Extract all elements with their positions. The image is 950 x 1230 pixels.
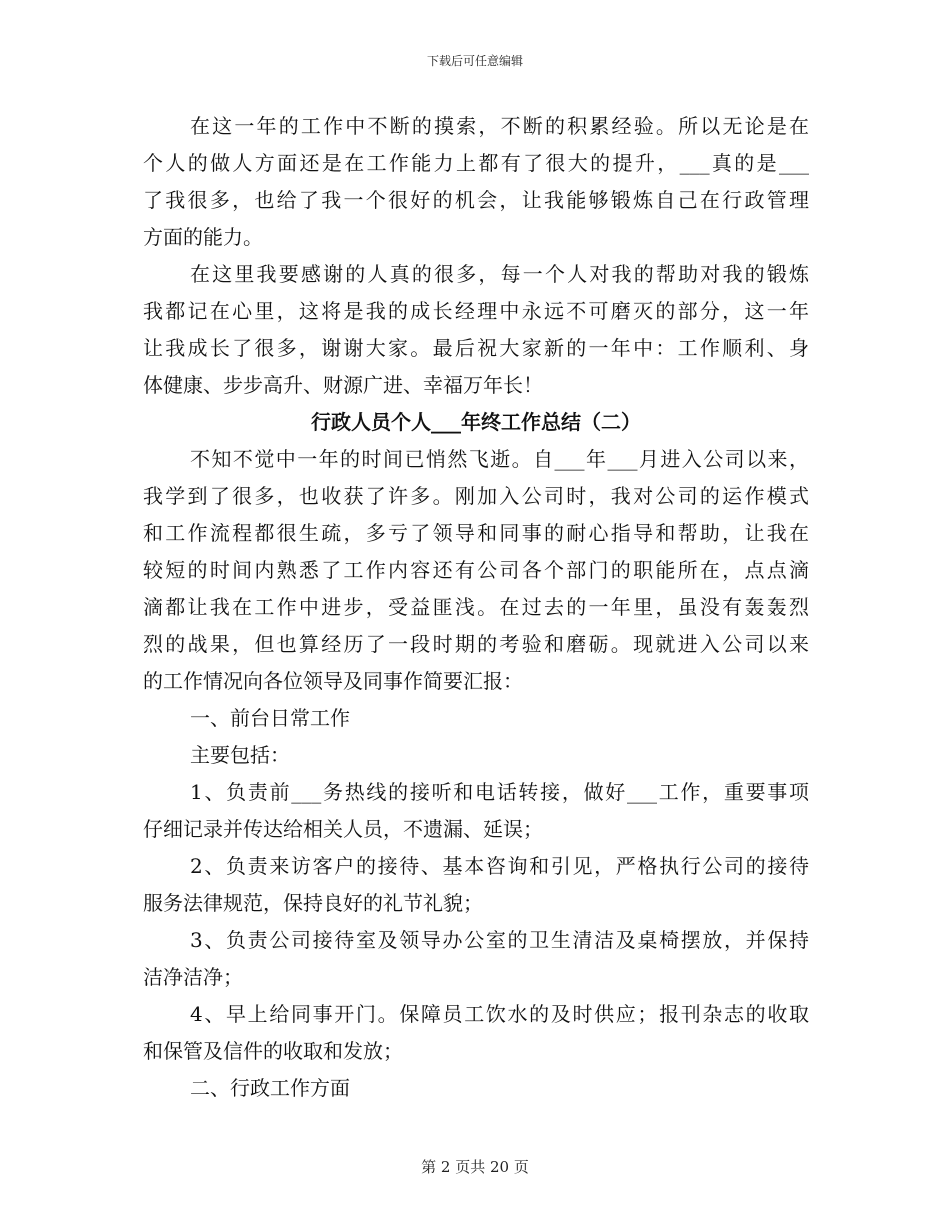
page-header: 下载后可任意编辑: [426, 54, 523, 68]
list-item-line: 2、负责来访客户的接待、基本咨询和引见，严格执行公司的接待: [190, 854, 809, 878]
paragraph-line: 主要包括：: [190, 743, 290, 767]
list-item-line: 仔细记录并传达给相关人员，不遗漏、延误；: [143, 817, 543, 841]
paragraph-line: 方面的能力。: [143, 225, 263, 249]
list-item-line: 1、负责前___务热线的接听和电话转接，做好___工作，重要事项: [190, 780, 809, 804]
page-number: 第 2 页共 20 页: [421, 1158, 529, 1176]
list-item-line: 3、负责公司接待室及领导办公室的卫生清洁及桌椅摆放，并保持: [190, 928, 809, 952]
section-heading: 一、前台日常工作: [190, 706, 350, 730]
list-item-line: 4、早上给同事开门。保障员工饮水的及时供应；报刊杂志的收取: [190, 1002, 809, 1026]
paragraph-line: 和工作流程都很生疏，多亏了领导和同事的耐心指导和帮助，让我在: [143, 521, 809, 545]
list-item-line: 服务法律规范，保持良好的礼节礼貌；: [143, 891, 483, 915]
paragraph-line: 较短的时间内熟悉了工作内容还有公司各个部门的职能所在，点点滴: [143, 558, 809, 582]
section-title: 行政人员个人___年终工作总结（二）: [311, 410, 641, 434]
paragraph-line: 滴都让我在工作中进步，受益匪浅。在过去的一年里，虽没有轰轰烈: [143, 595, 809, 619]
paragraph-line: 的工作情况向各位领导及同事作简要汇报：: [143, 669, 523, 693]
paragraph-line: 不知不觉中一年的时间已悄然飞逝。自___年___月进入公司以来，: [190, 447, 809, 471]
paragraph-line: 体健康、步步高升、财源广进、幸福万年长！: [143, 373, 543, 397]
list-item-line: 和保管及信件的收取和发放；: [143, 1039, 403, 1063]
list-item-line: 洁净洁净；: [143, 965, 243, 989]
paragraph-line: 我学到了很多，也收获了许多。刚加入公司时，我对公司的运作模式: [143, 484, 809, 508]
paragraph-line: 在这里我要感谢的人真的很多，每一个人对我的帮助对我的锻炼: [190, 262, 809, 286]
paragraph-line: 我都记在心里，这将是我的成长经理中永远不可磨灭的部分，这一年: [143, 299, 809, 323]
paragraph-line: 烈的战果，但也算经历了一段时期的考验和磨砺。现就进入公司以来: [143, 632, 809, 656]
paragraph-line: 了我很多，也给了我一个很好的机会，让我能够锻炼自己在行政管理: [143, 188, 809, 212]
paragraph-line: 个人的做人方面还是在工作能力上都有了很大的提升，___真的是___: [143, 151, 809, 175]
section-heading: 二、行政工作方面: [190, 1076, 350, 1100]
document-body: [143, 108, 809, 1107]
paragraph-line: 让我成长了很多，谢谢大家。最后祝大家新的一年中：工作顺利、身: [143, 336, 809, 360]
paragraph-line: 在这一年的工作中不断的摸索，不断的积累经验。所以无论是在: [190, 114, 809, 138]
